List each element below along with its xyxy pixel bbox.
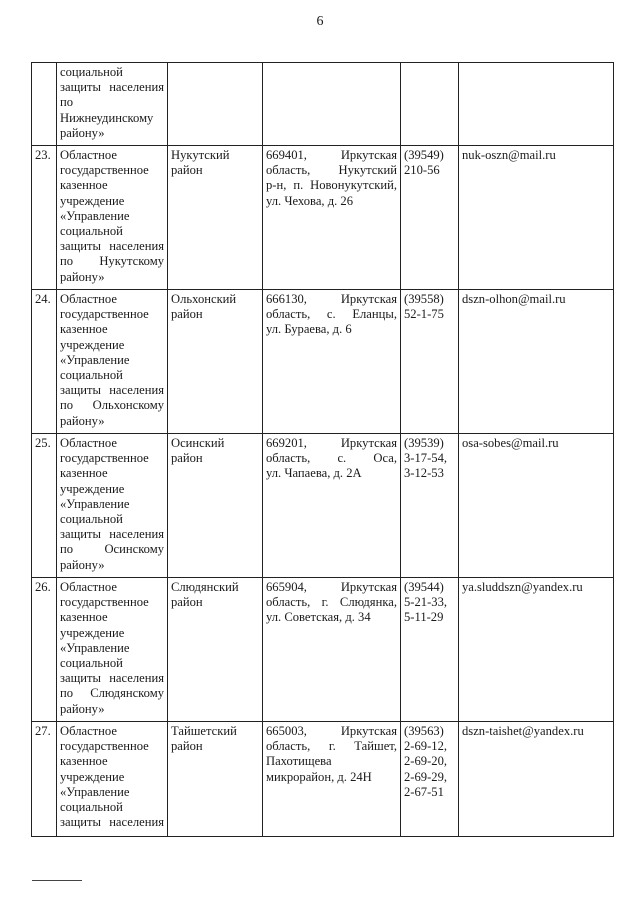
address-line: область, с. Оса, [266, 451, 397, 466]
address-cell [263, 578, 401, 722]
email-cell [459, 722, 614, 837]
institution-name-line: защиты населения [60, 527, 164, 542]
institution-name-cell [57, 146, 168, 290]
institution-name-line: казенное [60, 178, 108, 193]
institution-name-line: защиты населения [60, 80, 164, 95]
phone-line: (39544) [404, 580, 444, 594]
institution-name-line: району» [60, 125, 105, 140]
institution-name-line: государственное [60, 739, 149, 754]
district-cell [168, 63, 263, 146]
district-cell [168, 578, 263, 722]
district-line: район [171, 163, 203, 178]
phone-line: 2-67-51 [404, 784, 444, 799]
institution-name-line: учреждение [60, 625, 125, 640]
institution-name-line: по Нукутскому [60, 254, 164, 269]
address-cell [263, 722, 401, 837]
email-cell [459, 578, 614, 722]
institution-name-line: району» [60, 701, 105, 716]
row-number: 23. [35, 148, 51, 162]
district-line: Слюдянский [171, 580, 239, 594]
email-cell [459, 290, 614, 434]
institution-name-line: району» [60, 413, 105, 428]
phone-cell [401, 434, 459, 578]
institution-name-line: учреждение [60, 193, 125, 208]
row-number-cell [32, 434, 57, 578]
institution-name-line: государственное [60, 163, 149, 178]
address-cell [263, 146, 401, 290]
address-line: ул. Советская, д. 34 [266, 610, 371, 625]
email-cell [459, 146, 614, 290]
institution-name-cell [57, 63, 168, 146]
institution-name-line: казенное [60, 754, 108, 769]
institution-name-line: социальной [60, 656, 123, 671]
institution-name-line: казенное [60, 322, 108, 337]
institution-name-line: социальной [60, 800, 123, 815]
address-line: ул. Бураева, д. 6 [266, 322, 352, 337]
institution-name-line: государственное [60, 451, 149, 466]
email-address: dszn-taishet@yandex.ru [462, 724, 584, 738]
email-address: nuk-oszn@mail.ru [462, 148, 556, 162]
row-number-cell [32, 578, 57, 722]
institution-name-line: учреждение [60, 337, 125, 352]
institution-name-line: Областное [60, 148, 117, 162]
row-number: 25. [35, 436, 51, 450]
address-line: р-н, п. Новонукутский, [266, 178, 397, 193]
institution-name-line: «Управление [60, 208, 130, 223]
institution-name-line: по [60, 95, 74, 110]
institution-name-line: защиты населения [60, 239, 164, 254]
row-number-cell [32, 146, 57, 290]
institution-name-line: району» [60, 269, 105, 284]
district-line: район [171, 739, 203, 754]
institution-name-line: социальной [60, 368, 123, 383]
phone-line: (39563) [404, 724, 444, 738]
institution-name-line: государственное [60, 307, 149, 322]
institution-name-line: учреждение [60, 481, 125, 496]
institution-name-line: социальной [60, 512, 123, 527]
address-cell [263, 290, 401, 434]
institution-name-line: по Слюдянскому [60, 686, 164, 701]
address-line: 665904, Иркутская [266, 580, 397, 594]
footnote-rule [32, 880, 82, 881]
phone-line: 5-11-29 [404, 610, 444, 625]
address-line: 666130, Иркутская [266, 292, 397, 306]
district-line: район [171, 451, 203, 466]
institution-name-line: Нижнеудинскому [60, 110, 154, 125]
institution-name-line: государственное [60, 595, 149, 610]
phone-line: 3-12-53 [404, 466, 444, 481]
address-cell [263, 63, 401, 146]
address-line: микрорайон, д. 24Н [266, 769, 372, 784]
address-line: 669201, Иркутская [266, 436, 397, 450]
phone-line: 2-69-20, [404, 754, 448, 769]
phone-cell [401, 578, 459, 722]
email-address: dszn-olhon@mail.ru [462, 292, 566, 306]
address-line: 669401, Иркутская [266, 148, 397, 162]
email-address: osa-sobes@mail.ru [462, 436, 559, 450]
district-cell [168, 722, 263, 837]
institution-name-cell [57, 290, 168, 434]
table-row [32, 722, 614, 837]
table-row [32, 290, 614, 434]
table-row [32, 578, 614, 722]
address-line: область, г. Слюдянка, [266, 595, 397, 610]
institution-name-line: учреждение [60, 769, 125, 784]
address-line: область, с. Еланцы, [266, 307, 397, 322]
row-number-cell [32, 63, 57, 146]
institution-name-line: «Управление [60, 496, 130, 511]
institution-name-line: по Ольхонскому [60, 398, 164, 413]
institution-name-cell [57, 722, 168, 837]
email-address: ya.sluddszn@yandex.ru [462, 580, 583, 594]
district-cell [168, 290, 263, 434]
row-number-cell [32, 722, 57, 837]
row-number-cell [32, 290, 57, 434]
district-line: район [171, 307, 203, 322]
institution-name-line: Областное [60, 436, 117, 450]
district-line: Осинский [171, 436, 225, 450]
district-line: район [171, 595, 203, 610]
institutions-table [31, 62, 614, 837]
phone-line: 2-69-12, [404, 739, 448, 754]
district-line: Нукутский [171, 148, 230, 162]
institution-name-line: «Управление [60, 640, 130, 655]
row-number: 26. [35, 580, 51, 594]
page-number: 6 [316, 14, 324, 29]
institution-name-line: по Осинскому [60, 542, 164, 557]
institution-name-line: защиты населения [60, 671, 164, 686]
phone-line: 52-1-75 [404, 307, 444, 322]
institution-name-line: району» [60, 557, 105, 572]
phone-line: 210-56 [404, 163, 440, 178]
district-line: Ольхонский [171, 292, 237, 306]
row-number: 27. [35, 724, 51, 738]
email-cell [459, 434, 614, 578]
institution-name-line: казенное [60, 610, 108, 625]
institution-name-line: Областное [60, 292, 117, 306]
phone-line: (39549) [404, 148, 444, 162]
phone-line: (39558) [404, 292, 444, 306]
district-cell [168, 434, 263, 578]
phone-cell [401, 722, 459, 837]
institution-name-line: «Управление [60, 784, 130, 799]
phone-line: 5-21-33, [404, 595, 448, 610]
phone-line: (39539) [404, 436, 444, 450]
address-line: область, г. Тайшет, [266, 739, 397, 754]
phone-cell [401, 146, 459, 290]
address-line: ул. Чапаева, д. 2А [266, 466, 362, 481]
phone-line: 2-69-29, [404, 769, 448, 784]
institution-name-cell [57, 434, 168, 578]
institution-name-line: Областное [60, 724, 117, 738]
district-cell [168, 146, 263, 290]
address-line: область, Нукутский [266, 163, 397, 178]
institution-name-line: «Управление [60, 352, 130, 367]
institution-name-line: казенное [60, 466, 108, 481]
institution-name-line: социальной [60, 224, 123, 239]
phone-cell [401, 290, 459, 434]
institution-name-line: Областное [60, 580, 117, 594]
institutions-table-body [32, 63, 614, 837]
table-row [32, 63, 614, 146]
institution-name-cell [57, 578, 168, 722]
address-line: Пахотищева [266, 754, 332, 769]
row-number: 24. [35, 292, 51, 306]
email-cell [459, 63, 614, 146]
table-row [32, 434, 614, 578]
address-cell [263, 434, 401, 578]
table-row [32, 146, 614, 290]
address-line: ул. Чехова, д. 26 [266, 193, 354, 208]
address-line: 665003, Иркутская [266, 724, 397, 738]
institution-name-line: защиты населения [60, 383, 164, 398]
institution-name-line: социальной [60, 65, 123, 79]
phone-line: 3-17-54, [404, 451, 448, 466]
district-line: Тайшетский [171, 724, 237, 738]
phone-cell [401, 63, 459, 146]
institution-name-line: защиты населения [60, 815, 164, 830]
